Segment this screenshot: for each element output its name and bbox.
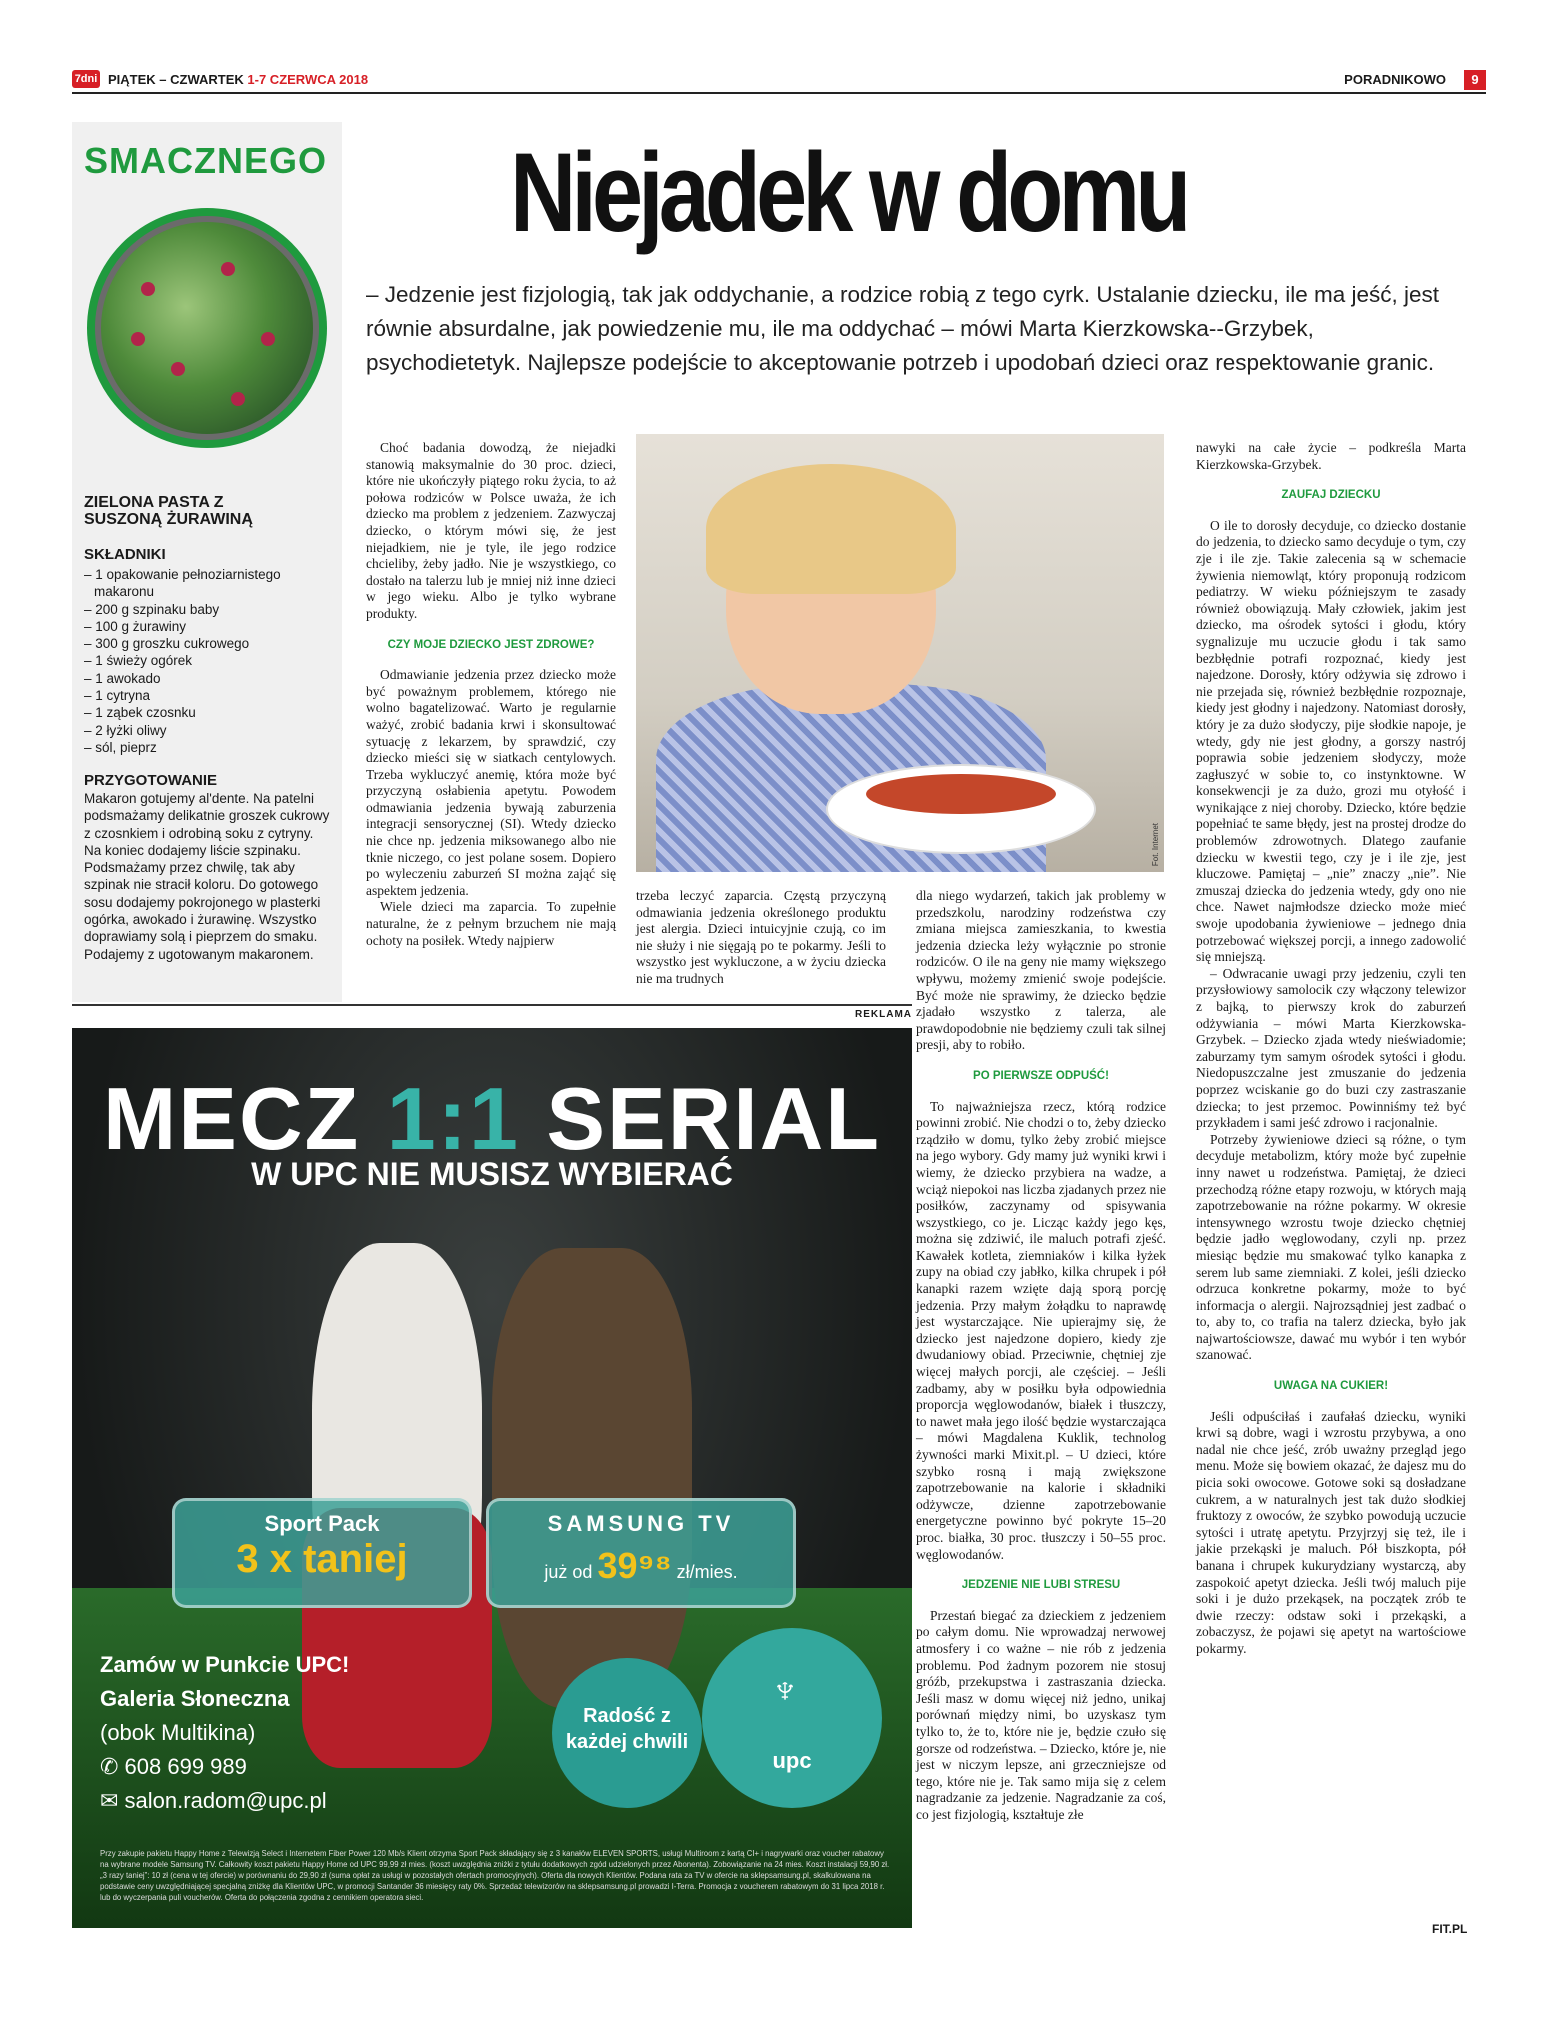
paragraph: Odmawianie jedzenia przez dziecko może być poważnym problemem, którego nie wolno bagatelizować. Warto je regularnie ważyć, zrobić badania krwi i skonsultować sytuację z lekarzem, by sprawdzić, czy dziecko mieści się w siatkach centylowych. Trzeba wykluczyć anemię, która może być przyczyną osłabienia apetytu. Powodem odmawiania jedzenia bywają zaburzenia integracji sensorycznej (SI). Wtedy dziecko nie chce np. jedzenia miksowanego albo nie tknie niczego, co jest polane sosem. Dopiero po wyleczeniu zaburzeń SI można zająć się aspektem jedzenia. <box>366 667 616 898</box>
recipe-sidebar <box>72 122 342 1002</box>
section-name: PORADNIKOWO <box>1344 72 1446 87</box>
article-title: Niejadek w domu <box>510 130 1187 255</box>
samsung-tv-box: SAMSUNG TV już od 39⁹⁸ zł/mies. <box>486 1498 796 1608</box>
child-photo <box>636 434 1164 872</box>
list-item: – 1 cytryna <box>84 688 151 704</box>
list-item: – 2 łyżki oliwy <box>84 722 167 738</box>
slogan-circle: Radość z każdej chwili <box>552 1658 702 1808</box>
sidebar-title: SMACZNEGO <box>84 140 327 181</box>
article-column-2 <box>636 888 886 988</box>
paragraph: nawyki na całe życie – podkreśla Marta Kierzkowska-Grzybek. <box>1196 440 1466 472</box>
ad-headline: MECZ 1:1 SERIAL <box>102 1069 882 1168</box>
subheading: UWAGA NA CUKIER! <box>1273 1380 1389 1393</box>
newspaper-logo: 7dni <box>72 70 100 88</box>
sport-pack-box: Sport Pack 3 x taniej <box>172 1498 472 1608</box>
upc-tree-icon: ♆ <box>770 1668 800 1712</box>
subheading: CZY MOJE DZIECKO JEST ZDROWE? <box>387 638 595 651</box>
list-item: – 200 g szpinaku baby <box>84 601 220 617</box>
paragraph: Przestań biegać za dzieckiem z jedzeniem po całym domu. Nie wprowadzaj nerwowej atmosfery i co ważne – nie rób z jedzenia problemu. Pod żadnym pozorem nie stosuj gróźb, przekupstwa i zastraszania dziecka. Jeśli masz w domu więcej niż jedno, unikaj porównań między nimi, bo uzyskasz tym tylko to, że to, które nie je, będzie czuło się gorsze od rodzeństwa. – Dziecko, które je, nie jest w niczym lepsze, ani grzeczniejsze od tego, które nie je. Tak samo mija się z celem nagradzanie za jedzenie. Nagradzanie za coś, co jest fizjologią, kształtuje złe <box>916 1607 1166 1822</box>
ad-subheadline: W UPC NIE MUSISZ WYBIERAĆ <box>251 1156 733 1192</box>
article-column-3 <box>916 888 1166 1823</box>
list-item: – 100 g żurawiny <box>84 618 187 634</box>
upc-advertisement[interactable] <box>72 1028 912 1928</box>
warrior-image <box>492 1248 692 1708</box>
ingredients-label: SKŁADNIKI <box>84 546 166 563</box>
mail-icon: ✉ <box>100 1788 125 1813</box>
store-info: Zamów w Punkcie UPC! Galeria Słoneczna (obok Multikina) ✆ 608 699 989 ✉ salon.radom@upc.pl <box>100 1652 350 1813</box>
list-item: – 1 świeży ogórek <box>84 653 193 669</box>
preparation-text: Makaron gotujemy al'dente. Na patelni podsmażamy delikatnie groszek cukrowy z czosnkiem i odrobiną soku z cytryny. Na koniec dodajemy liście szpinaku. Podsmażamy przez chwilę, tak aby szpinak nie stracił koloru. Do gotowego sosu dodajemy pokrojonego w plasterki ogórka, awokado i żurawinę. Wszystko doprawiamy solą i pieprzem do smaku. Podajemy z ugotowanym makaronem. <box>84 791 330 962</box>
photo-credit: Fot. Internet <box>1151 822 1160 866</box>
paragraph: O ile to dorosły decyduje, co dziecko dostanie do jedzenia, to dziecko samo decyduje o tym, czy zje i ile zje. Takie zalecenia są w schemacie żywienia niemowląt, który proponują rodzicom pediatrzy. W wieku późniejszym te zasady również obowiązują. Mały człowiek, jakim jest dziecko, ma ośrodek sytości i głodu, który sygnalizuje mu uczucie głodu i tak samo bezbłędnie potrafi rozpoznać, kiedy jest najedzone. Dorosły, który odżywia się zdrowo i nie przejada się, również bezbłędnie rozpoznaje, kiedy jest głodny i najedzony. Natomiast dorosły, który je za dużo słodyczy, pije słodkie napoje, je wtedy, gdy nie jest głodny, a gorszy nastrój poprawia sobie jedzeniem słodyczy, może zagłuszyć w sobie to, co instynktowne. W konsekwencji je za dużo, grozi mu otyłość i wynikające z niej choroby. Dziecko, które będzie popełniać te same błędy, jest na prostej drodze do problemów zdrowotnych. Dlatego zaufanie dziecku w kwestii tego, czy je i ile zje, jest kluczowe. Pamiętaj – „nie” znaczy „nie”. Nie zmuszaj dziecka do jedzenia wtedy, gdy ono nie chce. Nawet najmłodsze dziecko może mieć swoje upodobania żywieniowe – jednego dnia potrzebować większej porcji, a innego zadowolić się mniejszą. <box>1196 517 1466 965</box>
list-item: – 300 g groszku cukrowego <box>84 636 250 652</box>
issue-date: PIĄTEK – CZWARTEK 1-7 CZERWCA 2018 <box>108 72 369 87</box>
list-item: – sól, pieprz <box>84 739 157 755</box>
ingredients-list <box>84 566 334 756</box>
phone-icon: ✆ <box>100 1754 125 1779</box>
ad-fine-print: Przy zakupie pakietu Happy Home z Telewizją Select i Internetem Fiber Power 120 Mb/s Klient otrzyma Sport Pack składający się z 3 kanałów ELEVEN SPORTS, usługi Multiroom z kartą CI+ i nagrywarki oraz voucher rabatowy na wybrane modele Samsung TV. Całkowity koszt pakietu Happy Home od UPC 99,99 zł mies. (koszt uwzględnia zniżki z tytułu dodatkowych zgód udzielonych przez Abonenta). Zobowiązanie na 24 mies. Koszt instalacji 59,90 zł. „3 razy taniej”: 10 zł (cena w tej ofercie) w porównaniu do 29,90 zł (suma opłat za usługi w pozostałych ofertach promocyjnych). Oferta dla nowych Klientów. Podana rata za TV w ofercie na sklepsamsung.pl, skalkulowana na podstawie ceny uwzględniającej specjalną zniżkę dla Klientów UPC, w promocji Santander 36 miesięcy raty 0%. Sprzedaż telewizorów na sklepsamsung.pl prowadzi I-Terra. Promocja z voucherem rabatowym do 31 lipca 2018 r. lub do wyczerpania puli voucherów. Oferta do połączenia zgodna z cennikiem operatora sieci. <box>100 1849 890 1902</box>
paragraph: – Odwracanie uwagi przy jedzeniu, czyli ten przysłowiowy samolocik czy włączony telewizor z bajką, to pierwszy krok do zaburzeń odżywiania – mówi Marta Kierzkowska-Grzybek. – Dziecko zjada wtedy nieświadomie; zaburzamy tym samym ośrodek sytości i głodu. Niedopuszczalne jest zmuszanie do jedzenia poprzez wciskanie go do buzi czy zastraszanie dziecka; to jest przemoc. Powinniśmy też być przykładem i sami jeść zdrowo i racjonalnie. <box>1196 965 1466 1131</box>
list-item: – 1 awokado <box>84 670 161 686</box>
page-number: 9 <box>1464 70 1486 90</box>
paragraph: trzeba leczyć zaparcia. Częstą przyczyną odmawiania jedzenia określonego produktu jest alergia. Dzieci intuicyjnie czują, co im nie służy i nie sięgają po te pokarmy. Jeśli to wszystko jest wykluczone, a w życiu dziecka nie ma trudnych <box>636 888 886 986</box>
salad-plate-image <box>87 208 327 448</box>
recipe-title: ZIELONA PASTA Z SUSZONĄ ŻURAWINĄ <box>84 494 253 528</box>
list-item: – 1 opakowanie pełnoziarnistego makaronu <box>84 567 281 600</box>
list-item: – 1 ząbek czosnku <box>84 705 196 721</box>
paragraph: Potrzeby żywieniowe dzieci są różne, o tym decyduje metabolizm, który może być zupełnie inny nawet u rodzeństwa. Pamiętaj, że dzieci przechodzą różne etapy rozwoju, w których mają zapotrzebowanie na różne pokarmy. W okresie intensywnego wzrostu twoje dziecko chętniej będzie jadło węglowodany, czyli np. przez miesiąc będzie mu smakować tylko kanapka z serem lub same ziemniaki. Z kolei, jeśli dziecko odrzuca konkretne pokarmy, może to być informacja o alergii. Najrozsądniej jest zadbać o to, aby to, co trafia na talerz dziecka, było jak najwartościowsze, dawać mu wybór i ten wybór szanować. <box>1196 1131 1466 1363</box>
paragraph: To najważniejsza rzecz, którą rodzice powinni zrobić. Nie chodzi o to, żeby dziecko rządziło w domu, tylko żeby zrobić miejsce na jego wybory. Gdy mamy już wyniki krwi i wiemy, że dziecko przybiera na wadze, a wciąż niepokoi nas liczba zjadanych przez nie posiłków, zaczynamy od spisywania wszystkiego, co je. Licząc każdy jego kęs, można się zdziwić, ile maluch potrafi zjeść. Kawałek kotleta, ziemniaków i kilka łyżek zupy na obiad czy jabłko, kilka chrupek i pół kanapki razem wzięte dają sporą porcję jedzenia. Przy małym żołądku to naprawdę jest wystarczające. Nie upierajmy się, że dziecko jest najedzone dopiero, kiedy zje dwudaniowy obiad. Przeciwnie, chętniej zje więcej małych porcji, ale częściej. – Jeśli zadbamy, aby w posiłku była odpowiednia proporcja węglowodanów, białek i tłuszczy, to nawet mała jego ilość będzie wystarczająca – mówi Magdalena Kuklik, technolog żywności marki Mixit.pl. – U dzieci, które szybko rosną i mają zwiększone zapotrzebowanie na kalorie i składniki odżywcze, dzienne zapotrzebowanie energetyczne powinno być pokryte 15–20 proc. białka, 30 proc. tłuszczy i 50–55 proc. węglowodanów. <box>916 1098 1166 1562</box>
page-header <box>72 70 1486 94</box>
article-source: FIT.PL <box>1432 1922 1468 1936</box>
article-column-1 <box>366 440 616 949</box>
subheading: PO PIERWSZE ODPUŚĆ! <box>973 1069 1109 1082</box>
paragraph: Choć badania dowodzą, że niejadki stanowią maksymalnie do 30 proc. dzieci, które nie ukończyły piątego roku życia, to aż połowa rodziców w Polsce uważa, że ich dziecko ma problem z jedzeniem. Zazwyczaj dziecko, o którym mówi się, że jest niejadkiem, nie je tyle, ile jego rodzice chcieliby, żeby jadło. Nie je wszystkiego, co dostało na talerzu lub je mniej niż inne dzieci w jego wieku. Albo je tylko wybrane produkty. <box>366 440 616 621</box>
article-column-4 <box>1196 440 1466 1658</box>
article-lead: – Jedzenie jest fizjologią, tak jak oddychanie, a rodzice robią z tego cyrk. Ustalanie dziecku, ile ma jeść, jest równie absurdalne, jak powiedzenie mu, ile ma oddychać – mówi Marta Kierzkowska--Grzybek, psychodietetyk. Najlepsze podejście to akceptowanie potrzeb i upodobań dzieci oraz respektowanie granic. <box>366 282 1440 375</box>
paragraph: Jeśli odpuściłaś i zaufałaś dziecku, wyniki krwi są dobre, wagi i wzrostu przybywa, a ono nadal nie chce jeść, zrób uważny przegląd jego menu. Może się bowiem okazać, że dajesz mu do picia soki owocowe. Gotowe soki są dosładzane cukrem, a w naturalnych jest tak dużo słodkiej fruktozy z owoców, że szybko powodują uczucie sytości i utratę apetytu. Przyjrzyj się też, ile i jakie przekąski je maluch. Pół biszkopta, pół banana i chrupek kukurydziany wystarczą, aby zaspokoić apetyt dziecka. Jeśli twój maluch pije soki i je dużo przekąsek, na początek zrób te dwie rzeczy: odstaw soki i przekąski, a zobaczysz, że pojawi się apetyt na wartościowe pokarmy. <box>1196 1408 1466 1656</box>
subheading: JEDZENIE NIE LUBI STRESU <box>961 1579 1121 1592</box>
subheading: ZAUFAJ DZIECKU <box>1281 489 1381 502</box>
paragraph: Wiele dzieci ma zaparcia. To zupełnie naturalne, że z pełnym brzuchem nie mają ochoty na posiłek. Wtedy najpierw <box>366 899 616 948</box>
paragraph: dla niego wydarzeń, takich jak problemy w przedszkolu, narodziny rodzeństwa czy zmiana miejsca zamieszkania, to kwestia jedzenia dziecka leży wyłącznie po stronie rodziców. O ile na geny nie mamy większego wpływu, możemy zmienić swoje podejście. Być może nie sprawimy, że dziecko będzie zjadało wszystko z talerza, ale prawdopodobnie nie będziemy czuli tak silnej presji, aby to robiło. <box>916 888 1166 1053</box>
preparation-label: PRZYGOTOWANIE <box>84 772 218 789</box>
upc-logo: ♆ upc <box>702 1628 882 1808</box>
ad-label: REKLAMA <box>72 1004 912 1020</box>
